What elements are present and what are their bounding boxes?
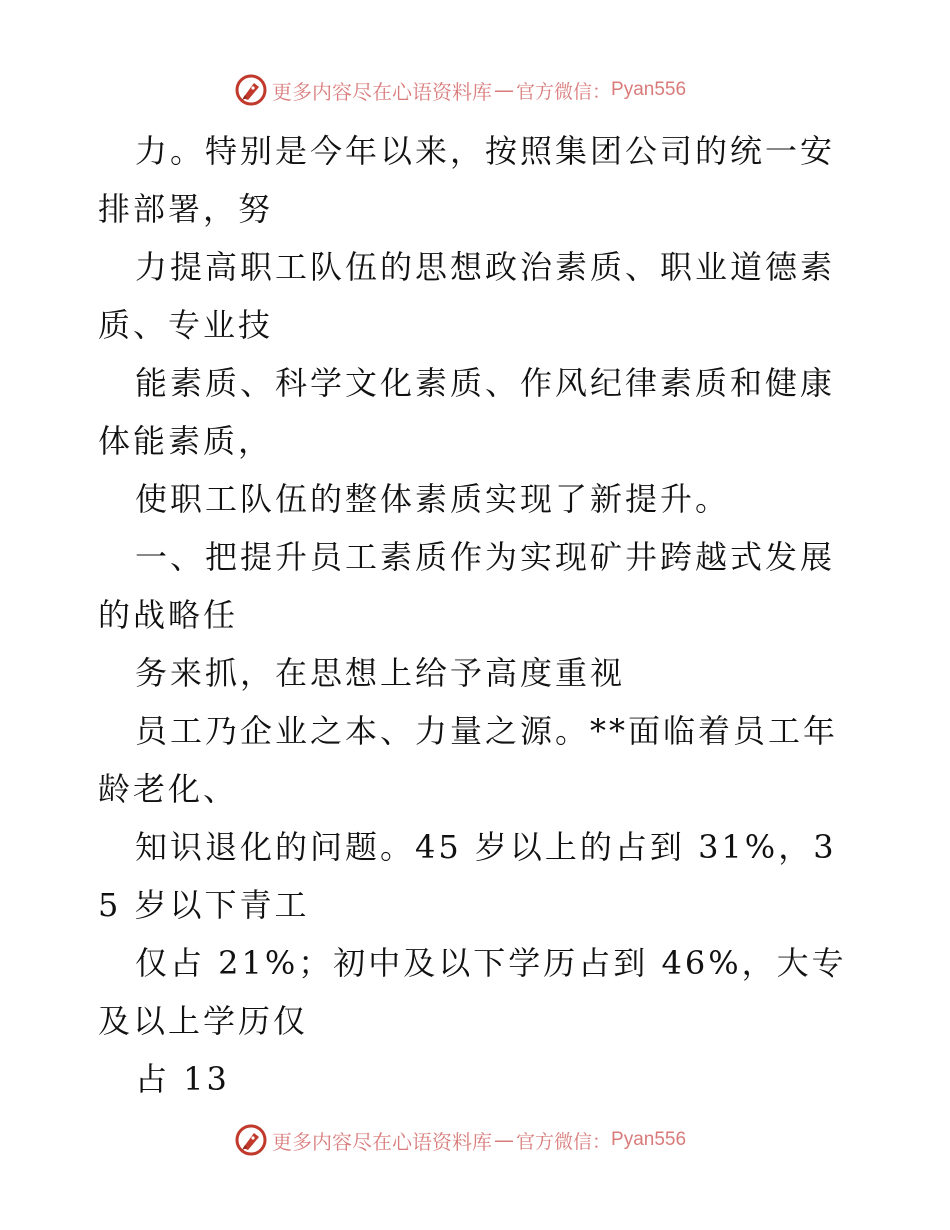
banner-main-text: 更多内容尽在心语资料库 (272, 79, 492, 104)
paragraph: 能素质、科学文化素质、作风纪律素质和健康体能素质， (98, 364, 836, 460)
paragraph: 务来抓，在思想上给予高度重视 (135, 654, 626, 692)
banner-separator: — (494, 1128, 514, 1152)
banner-wechat-label: 官方微信： (516, 1130, 612, 1153)
banner-wechat-id: Pyan556 (611, 1129, 687, 1150)
paragraph: 员工乃企业之本、力量之源。**面临着员工年龄老化、 (98, 712, 839, 808)
document-body (98, 122, 858, 1108)
header-banner (234, 72, 714, 108)
pen-nib-logo-icon (234, 1123, 268, 1157)
footer-banner (234, 1122, 714, 1158)
paragraph: 力。特别是今年以来，按照集团公司的统一安排部署，努 (98, 132, 836, 228)
paragraph: 知识退化的问题。45 岁以上的占到 31%，35 岁以下青工 (98, 828, 837, 924)
paragraph: 使职工队伍的整体素质实现了新提升。 (135, 480, 731, 518)
paragraph: 仅占 21%；初中及以下学历占到 46%，大专及以上学历仅 (98, 944, 847, 1040)
paragraph: 占 13 (135, 1060, 230, 1098)
paragraph: 力提高职工队伍的思想政治素质、职业道德素质、专业技 (98, 248, 836, 344)
banner-wechat-label: 官方微信： (516, 80, 612, 103)
section-heading-paragraph: 一、把提升员工素质作为实现矿井跨越式发展的战略任 (98, 538, 836, 634)
banner-main-text: 更多内容尽在心语资料库 (272, 1129, 492, 1154)
pen-nib-logo-icon (234, 73, 268, 107)
banner-separator: — (494, 78, 514, 102)
banner-wechat-id: Pyan556 (611, 79, 687, 100)
